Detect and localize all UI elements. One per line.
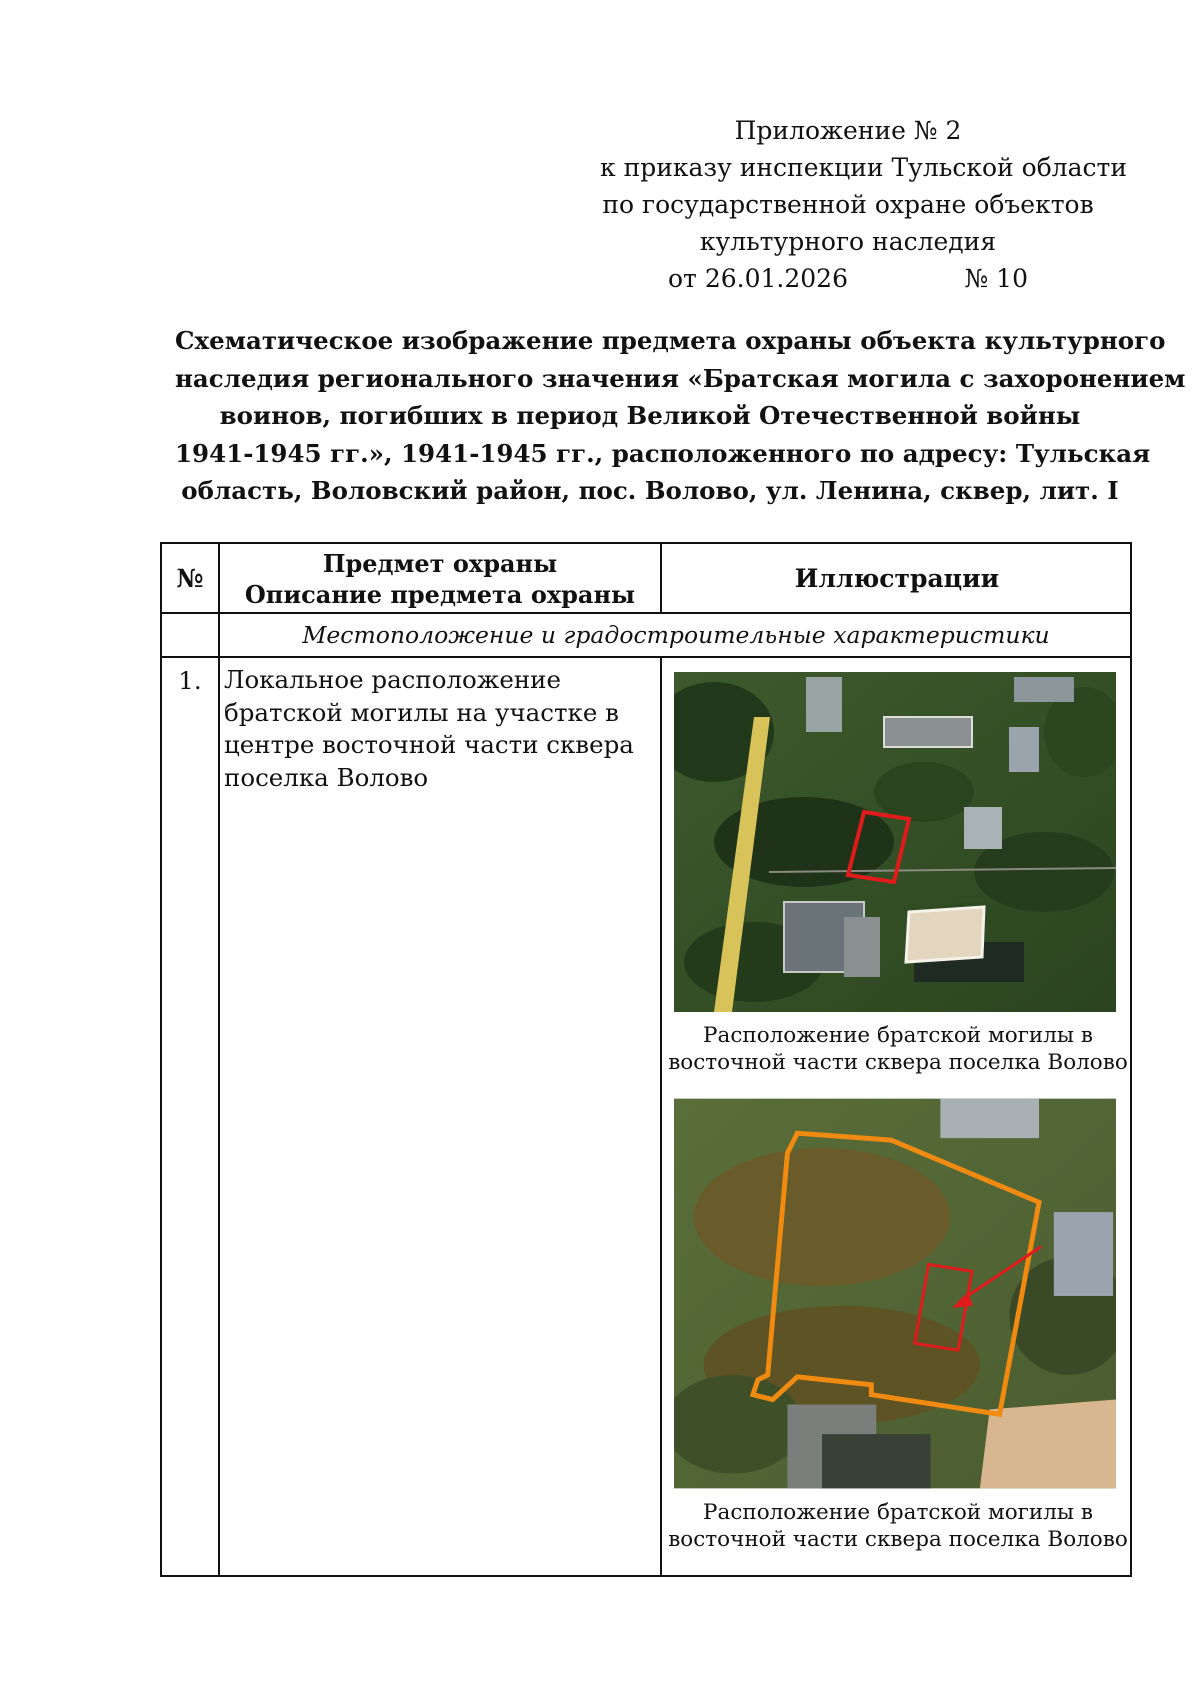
title-line: Схематическое изображение предмета охраны объекта культурного bbox=[175, 326, 1166, 355]
description-line: центре восточной части сквера bbox=[224, 730, 634, 759]
zoomed-satellite-image bbox=[674, 1096, 1116, 1491]
title-line: воинов, погибших в период Великой Отечественной войны bbox=[219, 401, 1081, 430]
order-number: № 10 bbox=[964, 264, 1028, 293]
appendix-header bbox=[600, 112, 1128, 297]
header-subject-description: Описание предмета охраны bbox=[244, 580, 636, 609]
illustration-caption bbox=[662, 1499, 1134, 1553]
header-number: № bbox=[176, 563, 204, 593]
caption-line: восточной части сквера поселка Волово bbox=[668, 1527, 1128, 1552]
document-title bbox=[175, 322, 1186, 510]
column-divider bbox=[660, 656, 662, 1575]
description-line: братской могилы на участке в bbox=[224, 697, 619, 727]
appendix-line-heritage: культурного наследия bbox=[699, 227, 997, 256]
section-title: Местоположение и градостроительные характеристики bbox=[302, 621, 1050, 649]
header-subject-title: Предмет охраны bbox=[322, 549, 558, 578]
row-description bbox=[224, 658, 654, 794]
illustration-caption bbox=[662, 1022, 1134, 1076]
appendix-dateline bbox=[668, 260, 1028, 297]
description-line: поселка Волово bbox=[224, 762, 429, 792]
satellite-map-image bbox=[674, 672, 1116, 1012]
protection-table bbox=[160, 542, 1132, 1577]
title-line: наследия регионального значения «Братская могила с захоронением bbox=[175, 363, 1186, 393]
caption-line: Расположение братской могилы в bbox=[703, 1500, 1093, 1525]
appendix-line-protection: по государственной охране объектов bbox=[602, 190, 1094, 219]
order-date: от 26.01.2026 bbox=[668, 264, 848, 293]
caption-line: восточной части сквера поселка Волово bbox=[668, 1050, 1128, 1075]
appendix-title: Приложение № 2 bbox=[734, 116, 962, 145]
description-line: Локальное расположение bbox=[224, 665, 561, 694]
header-subject bbox=[220, 544, 660, 612]
row-number: 1. bbox=[178, 666, 202, 695]
caption-line: Расположение братской могилы в bbox=[703, 1023, 1093, 1048]
title-line: 1941-1945 гг.», 1941-1945 гг., расположенного по адресу: Тульская bbox=[175, 438, 1151, 468]
header-illustrations: Иллюстрации bbox=[794, 563, 1000, 593]
column-divider bbox=[218, 544, 220, 1575]
appendix-line-order: к приказу инспекции Тульской области bbox=[600, 153, 1128, 182]
title-line: область, Воловский район, пос. Волово, ул. Ленина, сквер, лит. I bbox=[181, 476, 1119, 505]
